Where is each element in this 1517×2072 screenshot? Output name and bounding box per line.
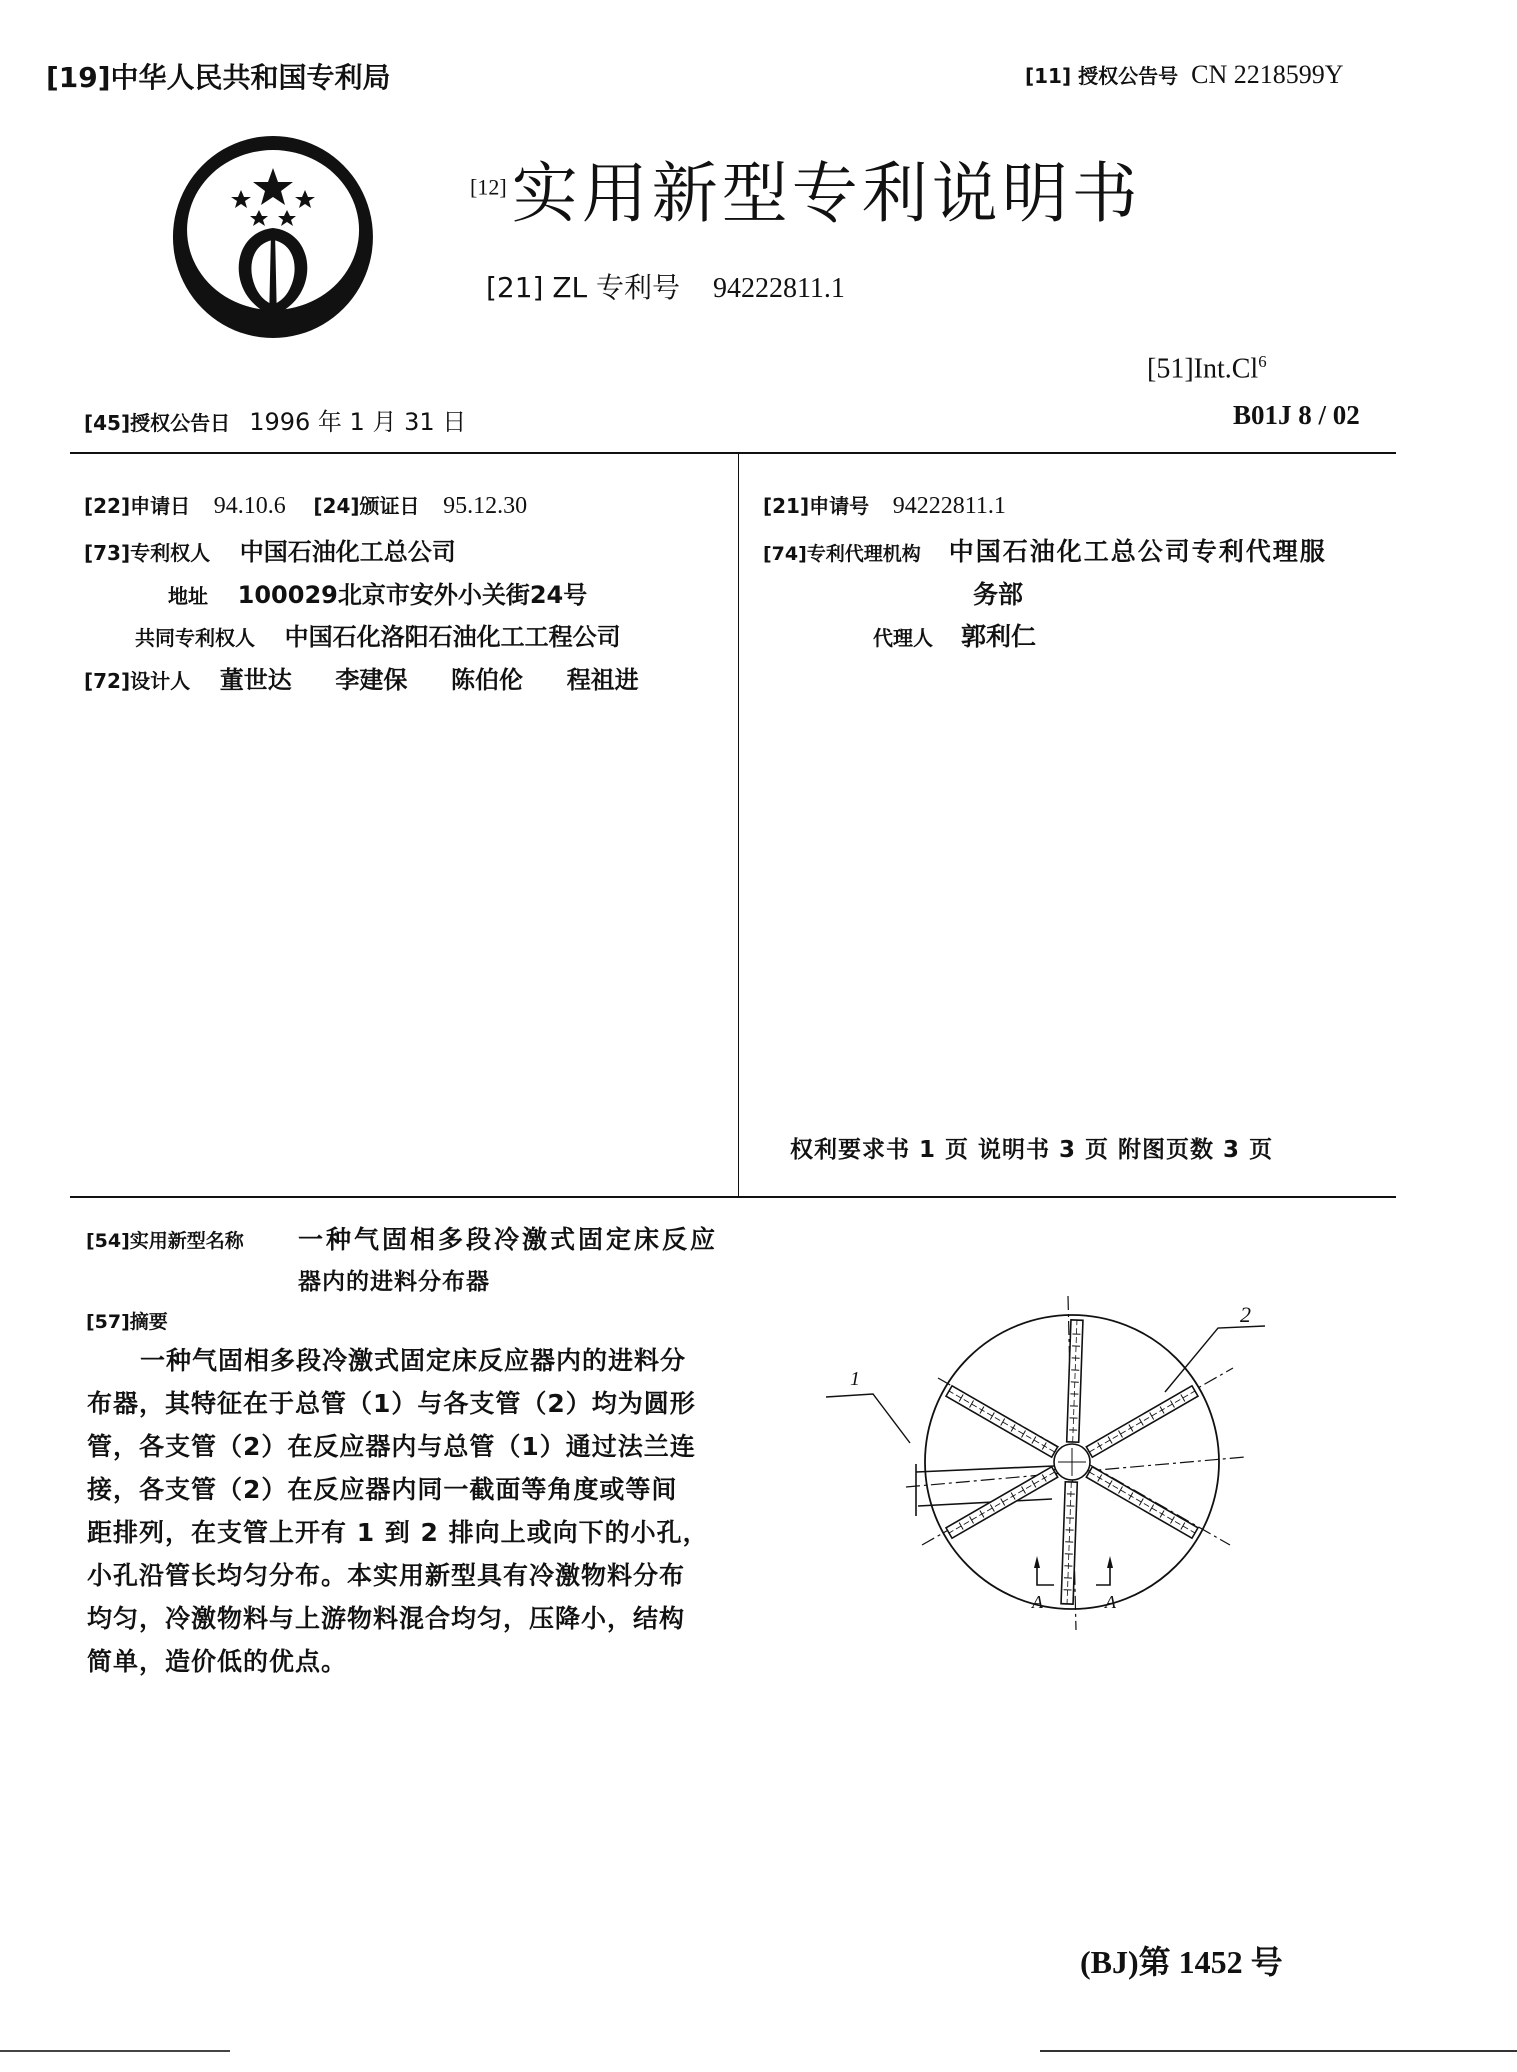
column-divider <box>738 453 739 1198</box>
emblem-icon <box>168 132 378 342</box>
page-counts: 权利要求书 1 页 说明书 3 页 附图页数 3 页 <box>790 1137 1274 1163</box>
designer-name: 董世达 <box>219 666 292 694</box>
section-label-left: A <box>1032 1592 1043 1612</box>
address-label: 地址 <box>168 584 208 608</box>
feed-distributor-drawing <box>820 1290 1280 1630</box>
section-divider <box>70 1196 1396 1198</box>
abstract-line: 小孔沿管长均匀分布。本实用新型具有冷激物料分布 <box>87 1561 686 1590</box>
document-type-title <box>470 140 1142 235</box>
cert-date-label: [24]颁证日 <box>313 494 420 518</box>
label-branch-pipe: 2 <box>1240 1302 1251 1327</box>
application-number-label: [21]申请号 <box>763 494 870 518</box>
header-divider <box>70 452 1396 454</box>
abstract-line: 接，各支管（2）在反应器内同一截面等角度或等间 <box>87 1475 678 1504</box>
publication-number-value: CN 2218599Y <box>1191 60 1344 89</box>
grant-date <box>84 402 466 437</box>
abstract-line: 距排列，在支管上开有 1 到 2 排向上或向下的小孔， <box>87 1518 709 1547</box>
address-value: 100029北京市安外小关街24号 <box>237 581 588 609</box>
cert-date-value: 95.12.30 <box>443 493 528 519</box>
footer-rule-right <box>1040 2050 1517 2052</box>
utility-model-title-line1: 一种气固相多段冷激式固定床反应 <box>298 1225 719 1254</box>
int-classification-value: B01J 8 / 02 <box>1233 400 1360 430</box>
footer-code: (BJ)第 1452 号 <box>1080 1944 1283 1980</box>
application-number-row <box>763 490 1006 520</box>
filing-row <box>84 490 527 520</box>
filing-date-value: 94.10.6 <box>213 493 286 519</box>
designer-name: 陈伯伦 <box>451 666 524 694</box>
patent-number-label: [21] ZL 专利号 <box>486 271 681 304</box>
int-cl-text: [51]Int.Cl <box>1147 353 1259 385</box>
patentee-label: [73]专利权人 <box>84 541 211 565</box>
agency-row <box>763 532 1327 568</box>
grant-date-label: [45]授权公告日 <box>84 411 231 435</box>
abstract-line: 布器，其特征在于总管（1）与各支管（2）均为圆形 <box>87 1389 696 1418</box>
agency-label: [74]专利代理机构 <box>763 543 921 565</box>
address-row <box>168 575 587 610</box>
abstract-line: 一种气固相多段冷激式固定床反应器内的进料分 <box>140 1346 687 1375</box>
footer-rule-left <box>0 2050 230 2052</box>
patent-number-value: 94222811.1 <box>712 273 845 304</box>
agent-label: 代理人 <box>873 626 933 650</box>
filing-date-label: [22]申请日 <box>84 494 191 518</box>
issuing-office: [19]中华人民共和国专利局 <box>46 61 391 94</box>
patent-number <box>486 266 845 306</box>
document-type-text: 实用新型专利说明书 <box>511 155 1142 232</box>
label-main-pipe: 1 <box>850 1368 860 1390</box>
utility-model-title-line2: 器内的进料分布器 <box>298 1269 490 1295</box>
abstract-line: 简单，造价低的优点。 <box>87 1647 348 1676</box>
utility-model-title-label: [54]实用新型名称 <box>86 1230 244 1252</box>
agent-value: 郭利仁 <box>960 622 1036 651</box>
designer-name: 李建保 <box>335 666 408 694</box>
co-patentee-label: 共同专利权人 <box>135 626 255 650</box>
section-label-right: A <box>1105 1592 1116 1612</box>
agency-value-line2: 务部 <box>973 580 1024 609</box>
co-patentee-row <box>135 617 621 652</box>
agent-row <box>873 617 1036 653</box>
patentee-value: 中国石油化工总公司 <box>239 538 456 566</box>
agency-value-line1: 中国石油化工总公司专利代理服 <box>948 537 1327 566</box>
designers-row <box>84 660 639 695</box>
patentee-row <box>84 532 456 567</box>
publication-number <box>1025 60 1344 90</box>
document-type-code: [12] <box>470 174 507 200</box>
abstract-line: 均匀，冷激物料与上游物料混合均匀，压降小，结构 <box>87 1604 686 1633</box>
abstract-label: [57]摘要 <box>86 1311 168 1333</box>
designer-name: 程祖进 <box>566 666 639 694</box>
int-classification-label <box>1147 352 1267 385</box>
co-patentee-value: 中国石化洛阳石油化工工程公司 <box>284 623 621 651</box>
publication-number-label: [11] 授权公告号 <box>1025 64 1179 88</box>
application-number-value: 94222811.1 <box>892 493 1006 519</box>
grant-date-value: 1996 年 1 月 31 日 <box>249 408 467 436</box>
distributor-diagram <box>820 1290 1280 1630</box>
int-cl-edition: 6 <box>1258 352 1267 371</box>
abstract-line: 管，各支管（2）在反应器内与总管（1）通过法兰连 <box>87 1432 696 1461</box>
designers-label: [72]设计人 <box>84 669 191 693</box>
patent-office-logo <box>168 132 378 342</box>
